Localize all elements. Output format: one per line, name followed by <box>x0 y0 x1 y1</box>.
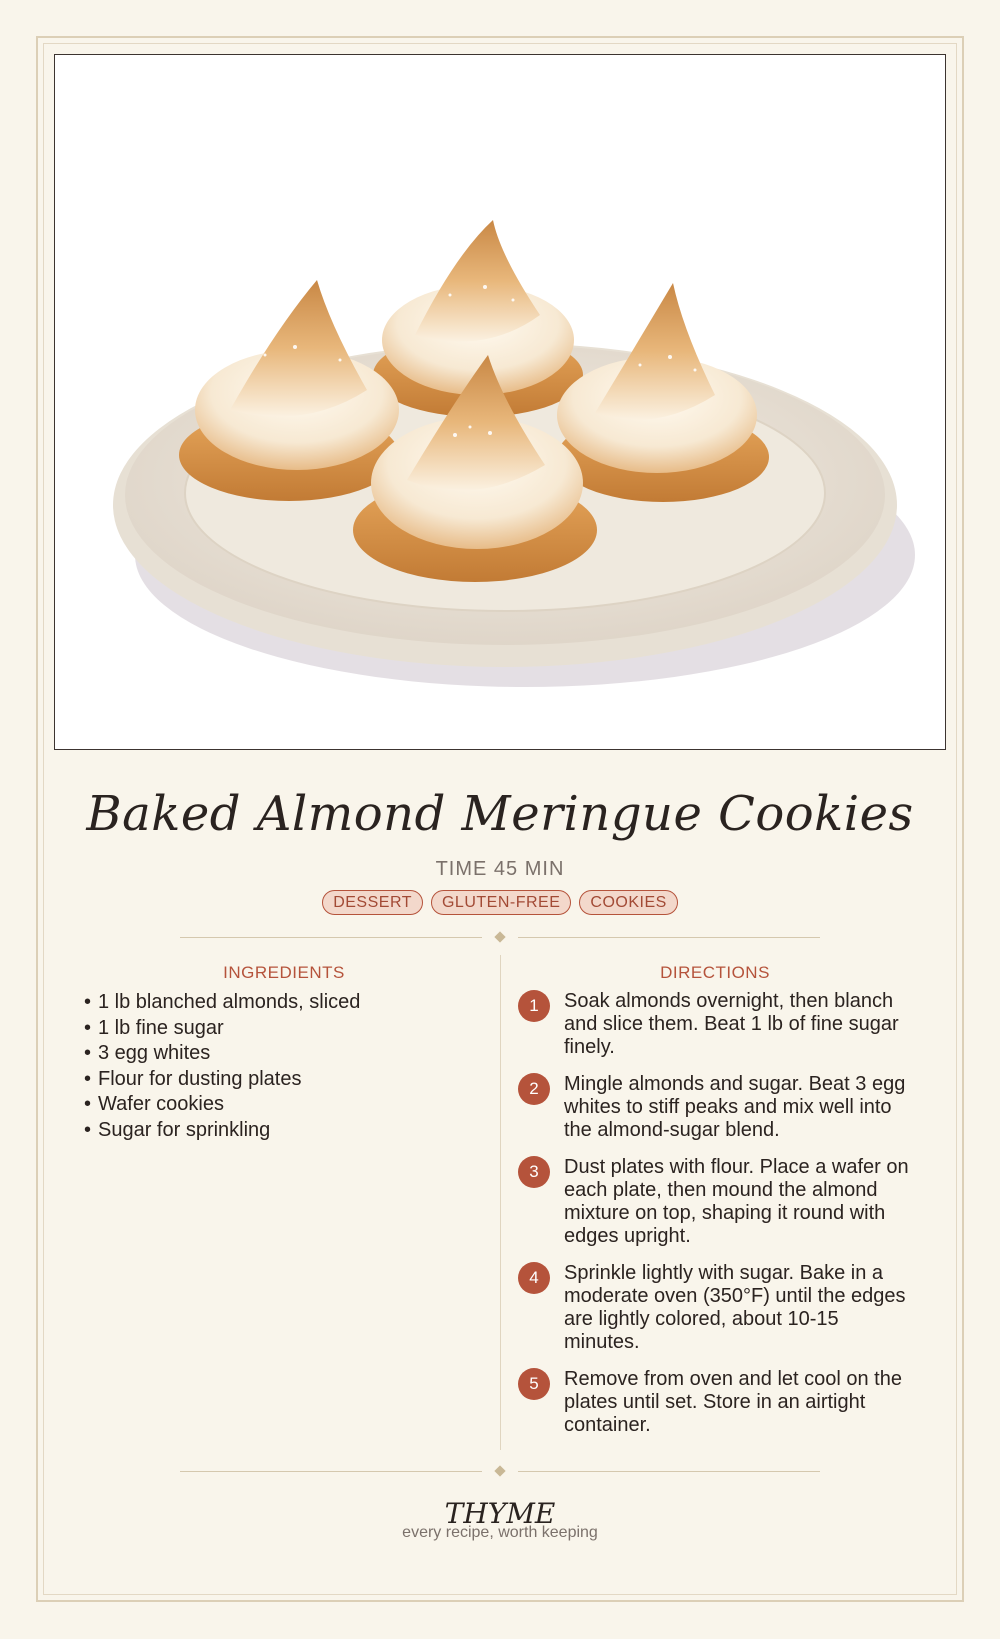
step-text: Dust plates with flour. Place a wafer on each plate, then mound the almond mixture on top, shaping it round with edges upright. <box>564 1156 909 1247</box>
direction-step <box>518 1073 918 1142</box>
ingredients-heading: INGREDIENTS <box>223 963 345 982</box>
list-item: • Sugar for sprinkling <box>84 1118 271 1141</box>
directions-heading: DIRECTIONS <box>660 963 770 982</box>
cook-time: TIME 45 MIN <box>435 858 565 880</box>
brand-tagline: every recipe, worth keeping <box>402 1524 598 1541</box>
list-item: • 1 lb fine sugar <box>84 1016 224 1039</box>
direction-step <box>518 990 918 1059</box>
recipe-title: Baked Almond Meringue Cookies <box>86 786 914 842</box>
ingredients-list <box>84 990 484 1143</box>
column-divider <box>500 955 501 1450</box>
step-text: Remove from oven and let cool on the plates until set. Store in an airtight container. <box>564 1368 902 1436</box>
tag-dessert[interactable]: DESSERT <box>322 890 423 915</box>
tag-list <box>0 890 1000 915</box>
divider-top-right <box>518 937 820 938</box>
step-number-badge: 2 <box>518 1073 550 1105</box>
directions-list <box>518 990 918 1451</box>
list-item: • Wafer cookies <box>84 1093 224 1115</box>
divider-top-left <box>180 937 482 938</box>
step-text: Sprinkle lightly with sugar. Bake in a moderate oven (350°F) until the edges are lightly colored, about 10-15 minutes. <box>564 1262 906 1353</box>
step-text: Mingle almonds and sugar. Beat 3 egg whites to stiff peaks and mix well into the almond-sugar blend. <box>564 1073 906 1141</box>
step-text: Soak almonds overnight, then blanch and slice them. Beat 1 lb of fine sugar finely. <box>564 990 899 1058</box>
recipe-photo <box>54 54 946 750</box>
direction-step <box>518 1262 918 1354</box>
step-number-badge: 5 <box>518 1368 550 1400</box>
list-item: • 1 lb blanched almonds, sliced <box>84 991 361 1013</box>
tag-cookies[interactable]: COOKIES <box>579 890 677 915</box>
list-item: • Flour for dusting plates <box>84 1067 302 1090</box>
divider-bottom-right <box>518 1471 820 1472</box>
step-number-badge: 3 <box>518 1156 550 1188</box>
direction-step <box>518 1156 918 1248</box>
list-item: • 3 egg whites <box>84 1042 211 1064</box>
tag-gluten-free[interactable]: GLUTEN-FREE <box>431 890 571 915</box>
step-number-badge: 4 <box>518 1262 550 1294</box>
direction-step <box>518 1368 918 1437</box>
step-number-badge: 1 <box>518 990 550 1022</box>
brand-logo[interactable]: THYME <box>444 1497 556 1530</box>
divider-bottom-left <box>180 1471 482 1472</box>
